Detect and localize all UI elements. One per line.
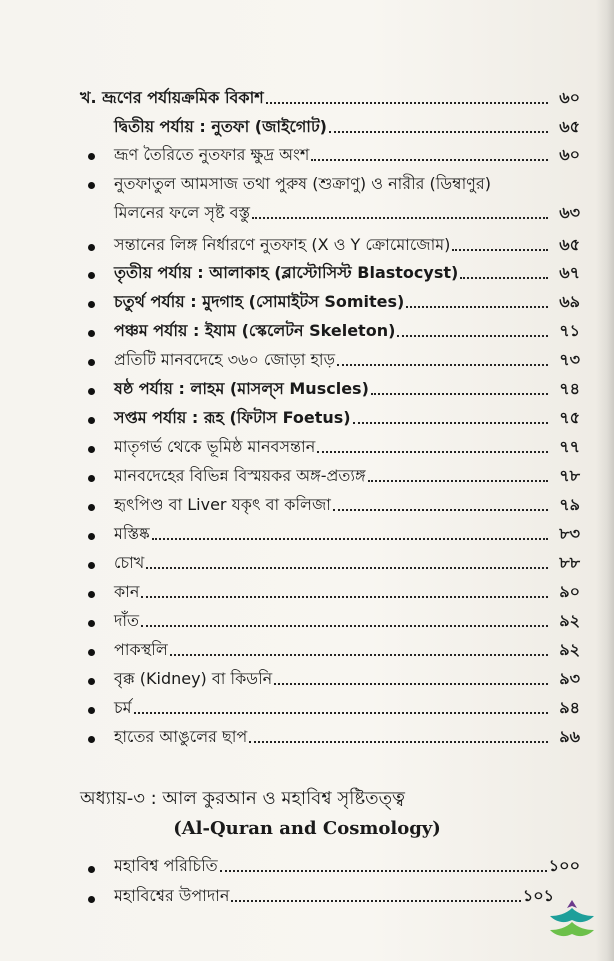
toc-entry[interactable] — [114, 379, 580, 399]
dot-leader — [353, 422, 548, 424]
dot-leader — [333, 509, 548, 511]
toc-label: চর্ম — [114, 698, 132, 717]
toc-label: মহাবিশ্ব পরিচিতি — [114, 856, 218, 875]
publisher-logo-icon — [546, 896, 598, 948]
dot-leader — [368, 480, 548, 482]
bullet-icon — [88, 330, 95, 337]
toc-entry[interactable] — [114, 408, 580, 428]
bullet-icon — [88, 272, 95, 279]
toc-entry[interactable] — [114, 524, 580, 544]
toc-page-number: ৬৯ — [559, 292, 580, 311]
bullet-icon — [88, 153, 95, 160]
toc-page-number: ৭৫ — [559, 408, 580, 427]
bullet-icon — [88, 446, 95, 453]
toc-page-number: ৯৬ — [559, 727, 580, 746]
bullet-icon — [88, 649, 95, 656]
toc-label: মানবদেহের বিভিন্ন বিস্ময়কর অঙ্গ-প্রত্যঙ্গ — [114, 466, 366, 485]
toc-page-number: ৬৭ — [559, 263, 580, 282]
dot-leader — [249, 741, 548, 743]
toc-entry[interactable] — [114, 698, 580, 718]
toc-label: কান — [114, 582, 140, 601]
toc-page-number: ৯৩ — [559, 669, 580, 688]
toc-label: হাতের আঙুলের ছাপ — [114, 727, 248, 746]
toc-entry[interactable] — [114, 553, 580, 573]
dot-leader — [337, 364, 548, 366]
toc-label: খ. ভ্রূণের পর্যায়ক্রমিক বিকাশ — [80, 88, 264, 107]
toc-page-number: ৭৩ — [559, 350, 580, 369]
toc-entry[interactable] — [114, 145, 580, 165]
toc-page-number: ৭৮ — [559, 466, 580, 485]
toc-entry[interactable] — [114, 856, 580, 876]
bullet-icon — [88, 562, 95, 569]
dot-leader — [134, 712, 548, 714]
dot-leader — [170, 654, 548, 656]
bullet-icon — [88, 182, 95, 189]
toc-entry[interactable] — [114, 437, 580, 457]
bullet-icon — [88, 896, 95, 903]
toc-label: সন্তানের লিঙ্গ নির্ধারণে নুতফাহ (X ও Y ক্রোমোজোম) — [114, 235, 451, 254]
toc-label-line1: নুতফাতুল আমসাজ তথা পুরুষ (শুক্রাণু) ও নারীর (ডিম্বাণুর) — [114, 174, 491, 193]
dot-leader — [406, 306, 548, 308]
toc-page-number: ৬৫ — [559, 235, 580, 254]
dot-leader — [231, 900, 520, 902]
toc-entry[interactable] — [114, 669, 580, 689]
toc-page-number: ৬৩ — [559, 203, 580, 222]
toc-entry[interactable] — [114, 203, 580, 223]
toc-entry[interactable] — [114, 582, 580, 602]
dot-leader — [152, 538, 548, 540]
toc-label: ষষ্ঠ পর্যায় : লাহম (মাসল্স Muscles) — [114, 379, 369, 398]
toc-section-heading[interactable] — [80, 88, 580, 108]
dot-leader — [266, 102, 548, 104]
toc-label: চতুর্থ পর্যায় : মুদগাহ (সোমাইটস Somites) — [114, 292, 405, 311]
dot-leader — [317, 451, 548, 453]
bullet-icon — [88, 533, 95, 540]
dot-leader — [146, 567, 548, 569]
bullet-icon — [88, 866, 95, 873]
bullet-icon — [88, 359, 95, 366]
dot-leader — [397, 335, 548, 337]
dot-leader — [141, 596, 548, 598]
bullet-icon — [88, 388, 95, 395]
toc-entry[interactable] — [114, 235, 580, 255]
toc-page-number: ৯৪ — [559, 698, 580, 717]
toc-label: পঞ্চম পর্যায় : ইযাম (স্কেলেটন Skeleton) — [114, 321, 396, 340]
toc-page-number: ১০০ — [548, 856, 580, 875]
toc-page-number: ৭৯ — [559, 495, 580, 514]
chapter-subtitle: (Al-Quran and Cosmology) — [173, 818, 441, 839]
toc-page-number: ১০১ — [522, 886, 554, 905]
bullet-icon — [88, 301, 95, 308]
toc-label: চোখ — [114, 553, 145, 572]
toc-label-line2: মিলনের ফলে সৃষ্ট বস্তু — [114, 203, 251, 222]
toc-label: তৃতীয় পর্যায় : আলাকাহ (ব্লাস্টোসিস্ট Blastocyst) — [114, 263, 459, 282]
toc-entry[interactable] — [114, 611, 580, 631]
dot-leader — [452, 249, 548, 251]
dot-leader — [311, 159, 548, 161]
toc-entry[interactable] — [114, 350, 580, 370]
toc-label: মস্তিষ্ক — [114, 524, 150, 543]
dot-leader — [220, 870, 547, 872]
dot-leader — [371, 393, 548, 395]
toc-page-number: ৭৭ — [559, 437, 580, 456]
toc-entry[interactable] — [114, 292, 580, 312]
bullet-icon — [88, 417, 95, 424]
toc-page-number: ৬০ — [559, 88, 580, 107]
toc-page-number: ৯২ — [559, 611, 580, 630]
chapter-title[interactable]: অধ্যায়-৩ : আল কুরআন ও মহাবিশ্ব সৃষ্টিতত্ত্ব — [80, 788, 405, 809]
bullet-icon — [88, 504, 95, 511]
toc-page-number: ৬৫ — [559, 117, 580, 136]
toc-label: মহাবিশ্বের উপাদান — [114, 886, 230, 905]
toc-page-number: ৬০ — [559, 145, 580, 164]
toc-label: পাকস্থলি — [114, 640, 168, 659]
bullet-icon — [88, 591, 95, 598]
toc-page-number: ৮৮ — [559, 553, 580, 572]
toc-entry[interactable] — [114, 321, 580, 341]
dot-leader — [252, 217, 548, 219]
toc-entry[interactable] — [114, 495, 580, 515]
dot-leader — [329, 131, 548, 133]
toc-label: দাঁত — [114, 611, 140, 630]
toc-entry[interactable] — [114, 727, 580, 747]
bullet-icon — [88, 707, 95, 714]
bullet-icon — [88, 620, 95, 627]
toc-page-number: ৮৩ — [559, 524, 580, 543]
bullet-icon — [88, 736, 95, 743]
toc-page-number: ৭১ — [559, 321, 580, 340]
toc-label: বৃক্ক (Kidney) বা কিডনি — [114, 669, 273, 688]
toc-entry[interactable] — [114, 263, 580, 283]
toc-label: প্রতিটি মানবদেহে ৩৬০ জোড়া হাড় — [114, 350, 335, 369]
toc-page-number: ৯০ — [559, 582, 580, 601]
toc-label: সপ্তম পর্যায় : রূহ (ফিটাস Foetus) — [114, 408, 351, 427]
toc-label: দ্বিতীয় পর্যায় : নুতফা (জাইগোট) — [114, 117, 327, 136]
toc-page-number: ৯২ — [559, 640, 580, 659]
dot-leader — [141, 625, 548, 627]
bullet-icon — [88, 475, 95, 482]
toc-entry[interactable] — [114, 117, 580, 137]
dot-leader — [274, 683, 548, 685]
toc-entry[interactable] — [114, 640, 580, 660]
toc-entry[interactable] — [114, 886, 554, 906]
toc-label: ভ্রূণ তৈরিতে নুতফার ক্ষুদ্র অংশ — [114, 145, 310, 164]
toc-label: মাতৃগর্ভ থেকে ভূমিষ্ঠ মানবসন্তান — [114, 437, 316, 456]
bullet-icon — [88, 244, 95, 251]
toc-entry[interactable] — [114, 466, 580, 486]
dot-leader — [460, 277, 548, 279]
toc-label: হৃৎপিণ্ড বা Liver যকৃৎ বা কলিজা — [114, 495, 331, 514]
bullet-icon — [88, 678, 95, 685]
toc-page-number: ৭৪ — [559, 379, 580, 398]
